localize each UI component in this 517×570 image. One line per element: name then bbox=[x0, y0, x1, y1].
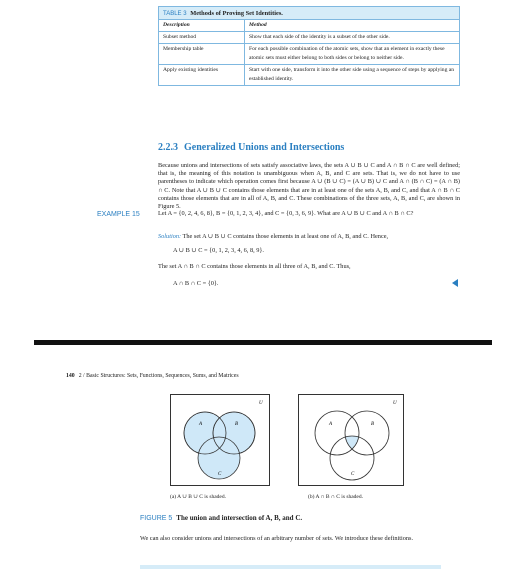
row-description: Apply existing identities bbox=[159, 65, 245, 85]
table-label: TABLE 3 bbox=[163, 11, 187, 17]
section-number: 2.2.3 bbox=[158, 142, 178, 153]
circle-a bbox=[315, 411, 359, 455]
row-description: Membership table bbox=[159, 44, 245, 64]
label-a: A bbox=[329, 422, 333, 427]
solution-label: Solution: bbox=[158, 233, 182, 240]
table-caption: Methods of Proving Set Identities. bbox=[190, 10, 283, 17]
end-of-example-icon bbox=[452, 279, 458, 287]
table-header-row bbox=[159, 19, 459, 31]
section-title: Generalized Unions and Intersections bbox=[184, 142, 345, 153]
solution bbox=[158, 233, 460, 241]
body-paragraph: Because unions and intersections of sets satisfy associative laws, the sets A ∪ B ∪ C and A ∩ B ∩ C are well defined; that is, the meaning of this notation is unambiguous when A, B, and C are sets. That is, we do not have to use parentheses to indicate which operation comes first because A ∪ (B ∪ C) = (A ∪ B) ∪ C and A ∩ (B ∩ C) = (A ∩ B) ∩ C. Note that A ∪ B ∪ C contains those elements that are in at least one of the sets A, B, and C, and that A ∩ B ∩ C contains those elements that are in all of A, B, and C. These combinations of the three sets, A, B, and C, are shown in Figure 5. bbox=[158, 162, 460, 211]
circle-b bbox=[345, 411, 389, 455]
header-description: Description bbox=[159, 20, 245, 31]
caption-a: (a) A ∪ B ∪ C is shaded. bbox=[170, 494, 226, 500]
label-u: U bbox=[259, 401, 263, 406]
row-description: Subset method bbox=[159, 32, 245, 43]
example-label: EXAMPLE 15 bbox=[97, 211, 140, 218]
label-c: C bbox=[351, 472, 355, 477]
methods-table bbox=[158, 6, 460, 86]
table-row bbox=[159, 43, 459, 64]
venn-union bbox=[170, 394, 270, 486]
example-text: Let A = {0, 2, 4, 6, 8}, B = {0, 1, 2, 3, 4}, and C = {0, 3, 6, 9}. What are A ∪ B ∪ C and A ∩ B ∩ C? bbox=[158, 210, 414, 217]
label-a: A bbox=[199, 422, 203, 427]
page-divider bbox=[34, 340, 492, 345]
equation-intersection: A ∩ B ∩ C = {0}. bbox=[173, 280, 219, 287]
venn-intersection-diagram bbox=[299, 395, 405, 487]
section-heading bbox=[158, 142, 350, 153]
label-b: B bbox=[235, 422, 239, 427]
running-head-text: 2 / Basic Structures: Sets, Functions, Sequences, Sums, and Matrices bbox=[78, 373, 239, 379]
row-method: Start with one side, transform it into the other side using a sequence of steps by applying an established identity. bbox=[249, 67, 455, 82]
solution-text-2: The set A ∩ B ∩ C contains those elements in all three of A, B, and C. Thus, bbox=[158, 263, 351, 270]
venn-intersection bbox=[298, 394, 404, 486]
figure-caption bbox=[140, 514, 302, 522]
page-number: 140 bbox=[66, 373, 75, 379]
figure-label: FIGURE 5 bbox=[140, 515, 173, 522]
row-method: Show that each side of the identity is a subset of the other side. bbox=[249, 34, 390, 40]
figure-title: The union and intersection of A, B, and C. bbox=[176, 514, 303, 522]
label-c: C bbox=[218, 472, 222, 477]
table-title bbox=[159, 7, 459, 19]
label-u: U bbox=[393, 401, 397, 406]
running-head bbox=[66, 373, 239, 379]
caption-b: (b) A ∩ B ∩ C is shaded. bbox=[308, 494, 363, 500]
label-b: B bbox=[371, 422, 375, 427]
equation-union: A ∪ B ∪ C = {0, 1, 2, 3, 4, 6, 8, 9}. bbox=[173, 247, 264, 254]
row-method: For each possible combination of the atomic sets, show that an element in exactly these atomic sets must either belong to both sides or belong to neither side. bbox=[249, 46, 445, 61]
table-row bbox=[159, 31, 459, 43]
table-row bbox=[159, 64, 459, 85]
header-method: Method bbox=[249, 22, 267, 28]
bottom-bar bbox=[140, 565, 441, 569]
solution-text: The set A ∪ B ∪ C contains those elements in at least one of A, B, and C. Hence, bbox=[182, 233, 389, 240]
closing-paragraph: We can also consider unions and intersections of an arbitrary number of sets. We introduce these definitions. bbox=[140, 535, 414, 542]
venn-union-diagram bbox=[171, 395, 271, 487]
